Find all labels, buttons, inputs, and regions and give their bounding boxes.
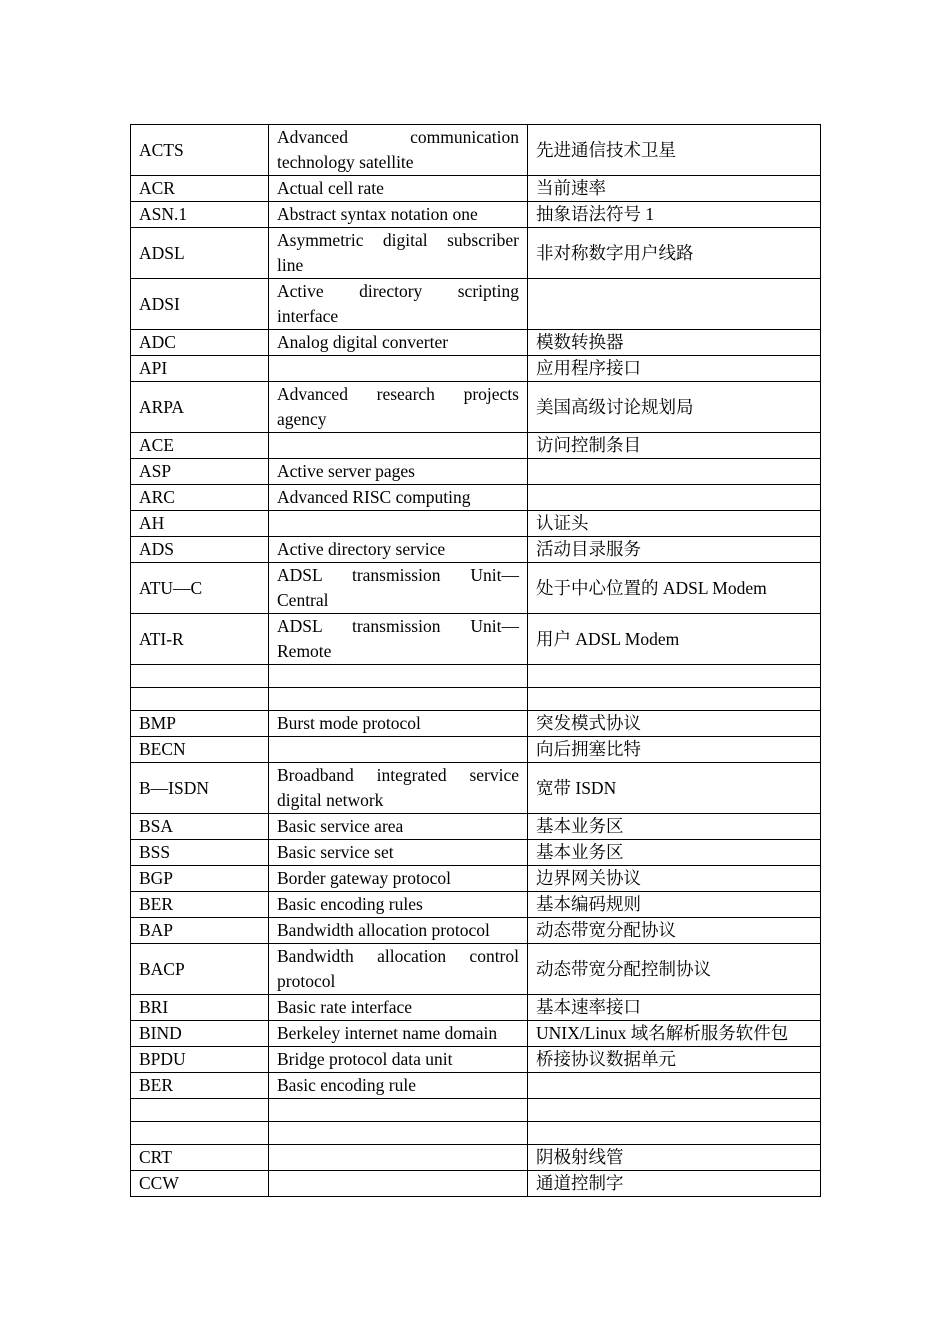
- table-row: [131, 1145, 821, 1171]
- chinese-name-cell: 非对称数字用户线路: [528, 228, 821, 279]
- abbreviation-cell: BIND: [131, 1021, 269, 1047]
- chinese-name-cell: 处于中心位置的 ADSL Modem: [528, 563, 821, 614]
- abbreviation-cell: ADC: [131, 330, 269, 356]
- abbreviation-cell: ACR: [131, 176, 269, 202]
- abbreviation-cell: BRI: [131, 995, 269, 1021]
- table-row: [131, 330, 821, 356]
- abbreviation-cell: API: [131, 356, 269, 382]
- full-name-cell: [269, 665, 528, 688]
- table-row: [131, 176, 821, 202]
- abbreviation-cell: ADS: [131, 537, 269, 563]
- full-name-cell: Advanced research projects agency: [269, 382, 528, 433]
- table-row: [131, 279, 821, 330]
- chinese-name-cell: 认证头: [528, 511, 821, 537]
- table-row: [131, 1021, 821, 1047]
- table-row: [131, 1171, 821, 1197]
- chinese-name-cell: [528, 1122, 821, 1145]
- chinese-name-cell: [528, 1073, 821, 1099]
- full-name-cell: Basic service set: [269, 840, 528, 866]
- chinese-name-cell: 用户 ADSL Modem: [528, 614, 821, 665]
- abbreviation-cell: CRT: [131, 1145, 269, 1171]
- abbreviation-cell: BSS: [131, 840, 269, 866]
- table-row: [131, 1073, 821, 1099]
- empty-row: [131, 1099, 821, 1122]
- chinese-name-cell: 基本业务区: [528, 814, 821, 840]
- full-name-cell: Bandwidth allocation protocol: [269, 918, 528, 944]
- table-row: [131, 944, 821, 995]
- abbreviation-cell: ASP: [131, 459, 269, 485]
- abbreviation-cell: BACP: [131, 944, 269, 995]
- table-row: [131, 382, 821, 433]
- full-name-cell: [269, 688, 528, 711]
- abbreviation-cell: B—ISDN: [131, 763, 269, 814]
- full-name-cell: Berkeley internet name domain: [269, 1021, 528, 1047]
- chinese-name-cell: 抽象语法符号 1: [528, 202, 821, 228]
- chinese-name-cell: 宽带 ISDN: [528, 763, 821, 814]
- table-row: [131, 485, 821, 511]
- abbreviation-cell: ATU—C: [131, 563, 269, 614]
- chinese-name-cell: [528, 459, 821, 485]
- empty-row: [131, 1122, 821, 1145]
- full-name-cell: Analog digital converter: [269, 330, 528, 356]
- full-name-cell: Active server pages: [269, 459, 528, 485]
- table-row: [131, 537, 821, 563]
- chinese-name-cell: [528, 485, 821, 511]
- full-name-cell: Broadband integrated service digital network: [269, 763, 528, 814]
- chinese-name-cell: 动态带宽分配控制协议: [528, 944, 821, 995]
- abbreviation-cell: ADSI: [131, 279, 269, 330]
- chinese-name-cell: 当前速率: [528, 176, 821, 202]
- chinese-name-cell: 活动目录服务: [528, 537, 821, 563]
- empty-row: [131, 688, 821, 711]
- table-row: [131, 202, 821, 228]
- table-row: [131, 563, 821, 614]
- abbreviation-cell: [131, 1099, 269, 1122]
- abbreviation-cell: ADSL: [131, 228, 269, 279]
- full-name-cell: Actual cell rate: [269, 176, 528, 202]
- glossary-table: [130, 124, 821, 1197]
- chinese-name-cell: 访问控制条目: [528, 433, 821, 459]
- full-name-cell: [269, 356, 528, 382]
- abbreviation-cell: AH: [131, 511, 269, 537]
- glossary-body: [131, 125, 821, 1197]
- abbreviation-cell: ATI-R: [131, 614, 269, 665]
- full-name-cell: Basic rate interface: [269, 995, 528, 1021]
- table-row: [131, 866, 821, 892]
- full-name-cell: [269, 511, 528, 537]
- table-row: [131, 814, 821, 840]
- table-row: [131, 840, 821, 866]
- chinese-name-cell: 美国高级讨论规划局: [528, 382, 821, 433]
- abbreviation-cell: BMP: [131, 711, 269, 737]
- chinese-name-cell: UNIX/Linux 域名解析服务软件包: [528, 1021, 821, 1047]
- full-name-cell: [269, 737, 528, 763]
- table-row: [131, 459, 821, 485]
- chinese-name-cell: 应用程序接口: [528, 356, 821, 382]
- table-row: [131, 918, 821, 944]
- full-name-cell: ADSL transmission Unit—Remote: [269, 614, 528, 665]
- abbreviation-cell: ARPA: [131, 382, 269, 433]
- full-name-cell: [269, 1171, 528, 1197]
- full-name-cell: [269, 1099, 528, 1122]
- chinese-name-cell: [528, 279, 821, 330]
- chinese-name-cell: [528, 665, 821, 688]
- table-row: [131, 737, 821, 763]
- table-row: [131, 511, 821, 537]
- full-name-cell: Bridge protocol data unit: [269, 1047, 528, 1073]
- full-name-cell: Bandwidth allocation control protocol: [269, 944, 528, 995]
- chinese-name-cell: 基本速率接口: [528, 995, 821, 1021]
- table-row: [131, 763, 821, 814]
- table-row: [131, 125, 821, 176]
- table-row: [131, 892, 821, 918]
- table-row: [131, 228, 821, 279]
- chinese-name-cell: 模数转换器: [528, 330, 821, 356]
- chinese-name-cell: 动态带宽分配协议: [528, 918, 821, 944]
- full-name-cell: Active directory service: [269, 537, 528, 563]
- abbreviation-cell: ACE: [131, 433, 269, 459]
- full-name-cell: Border gateway protocol: [269, 866, 528, 892]
- full-name-cell: Basic encoding rule: [269, 1073, 528, 1099]
- chinese-name-cell: 阴极射线管: [528, 1145, 821, 1171]
- abbreviation-cell: CCW: [131, 1171, 269, 1197]
- table-row: [131, 433, 821, 459]
- full-name-cell: ADSL transmission Unit—Central: [269, 563, 528, 614]
- chinese-name-cell: 桥接协议数据单元: [528, 1047, 821, 1073]
- chinese-name-cell: [528, 688, 821, 711]
- table-row: [131, 1047, 821, 1073]
- chinese-name-cell: 突发模式协议: [528, 711, 821, 737]
- full-name-cell: Basic encoding rules: [269, 892, 528, 918]
- chinese-name-cell: 边界网关协议: [528, 866, 821, 892]
- chinese-name-cell: 向后拥塞比特: [528, 737, 821, 763]
- chinese-name-cell: 基本业务区: [528, 840, 821, 866]
- table-row: [131, 711, 821, 737]
- abbreviation-cell: [131, 688, 269, 711]
- full-name-cell: [269, 433, 528, 459]
- chinese-name-cell: 先进通信技术卫星: [528, 125, 821, 176]
- chinese-name-cell: 基本编码规则: [528, 892, 821, 918]
- full-name-cell: Basic service area: [269, 814, 528, 840]
- chinese-name-cell: 通道控制字: [528, 1171, 821, 1197]
- abbreviation-cell: BGP: [131, 866, 269, 892]
- abbreviation-cell: BER: [131, 1073, 269, 1099]
- full-name-cell: Advanced RISC computing: [269, 485, 528, 511]
- table-row: [131, 356, 821, 382]
- abbreviation-cell: [131, 665, 269, 688]
- abbreviation-cell: [131, 1122, 269, 1145]
- abbreviation-cell: BECN: [131, 737, 269, 763]
- abbreviation-cell: ASN.1: [131, 202, 269, 228]
- abbreviation-cell: BAP: [131, 918, 269, 944]
- abbreviation-cell: BPDU: [131, 1047, 269, 1073]
- full-name-cell: Abstract syntax notation one: [269, 202, 528, 228]
- full-name-cell: [269, 1122, 528, 1145]
- abbreviation-cell: ACTS: [131, 125, 269, 176]
- full-name-cell: Active directory scripting interface: [269, 279, 528, 330]
- full-name-cell: Advanced communication technology satellite: [269, 125, 528, 176]
- chinese-name-cell: [528, 1099, 821, 1122]
- abbreviation-cell: BER: [131, 892, 269, 918]
- full-name-cell: Burst mode protocol: [269, 711, 528, 737]
- full-name-cell: [269, 1145, 528, 1171]
- table-row: [131, 614, 821, 665]
- empty-row: [131, 665, 821, 688]
- abbreviation-cell: ARC: [131, 485, 269, 511]
- table-row: [131, 995, 821, 1021]
- full-name-cell: Asymmetric digital subscriber line: [269, 228, 528, 279]
- abbreviation-cell: BSA: [131, 814, 269, 840]
